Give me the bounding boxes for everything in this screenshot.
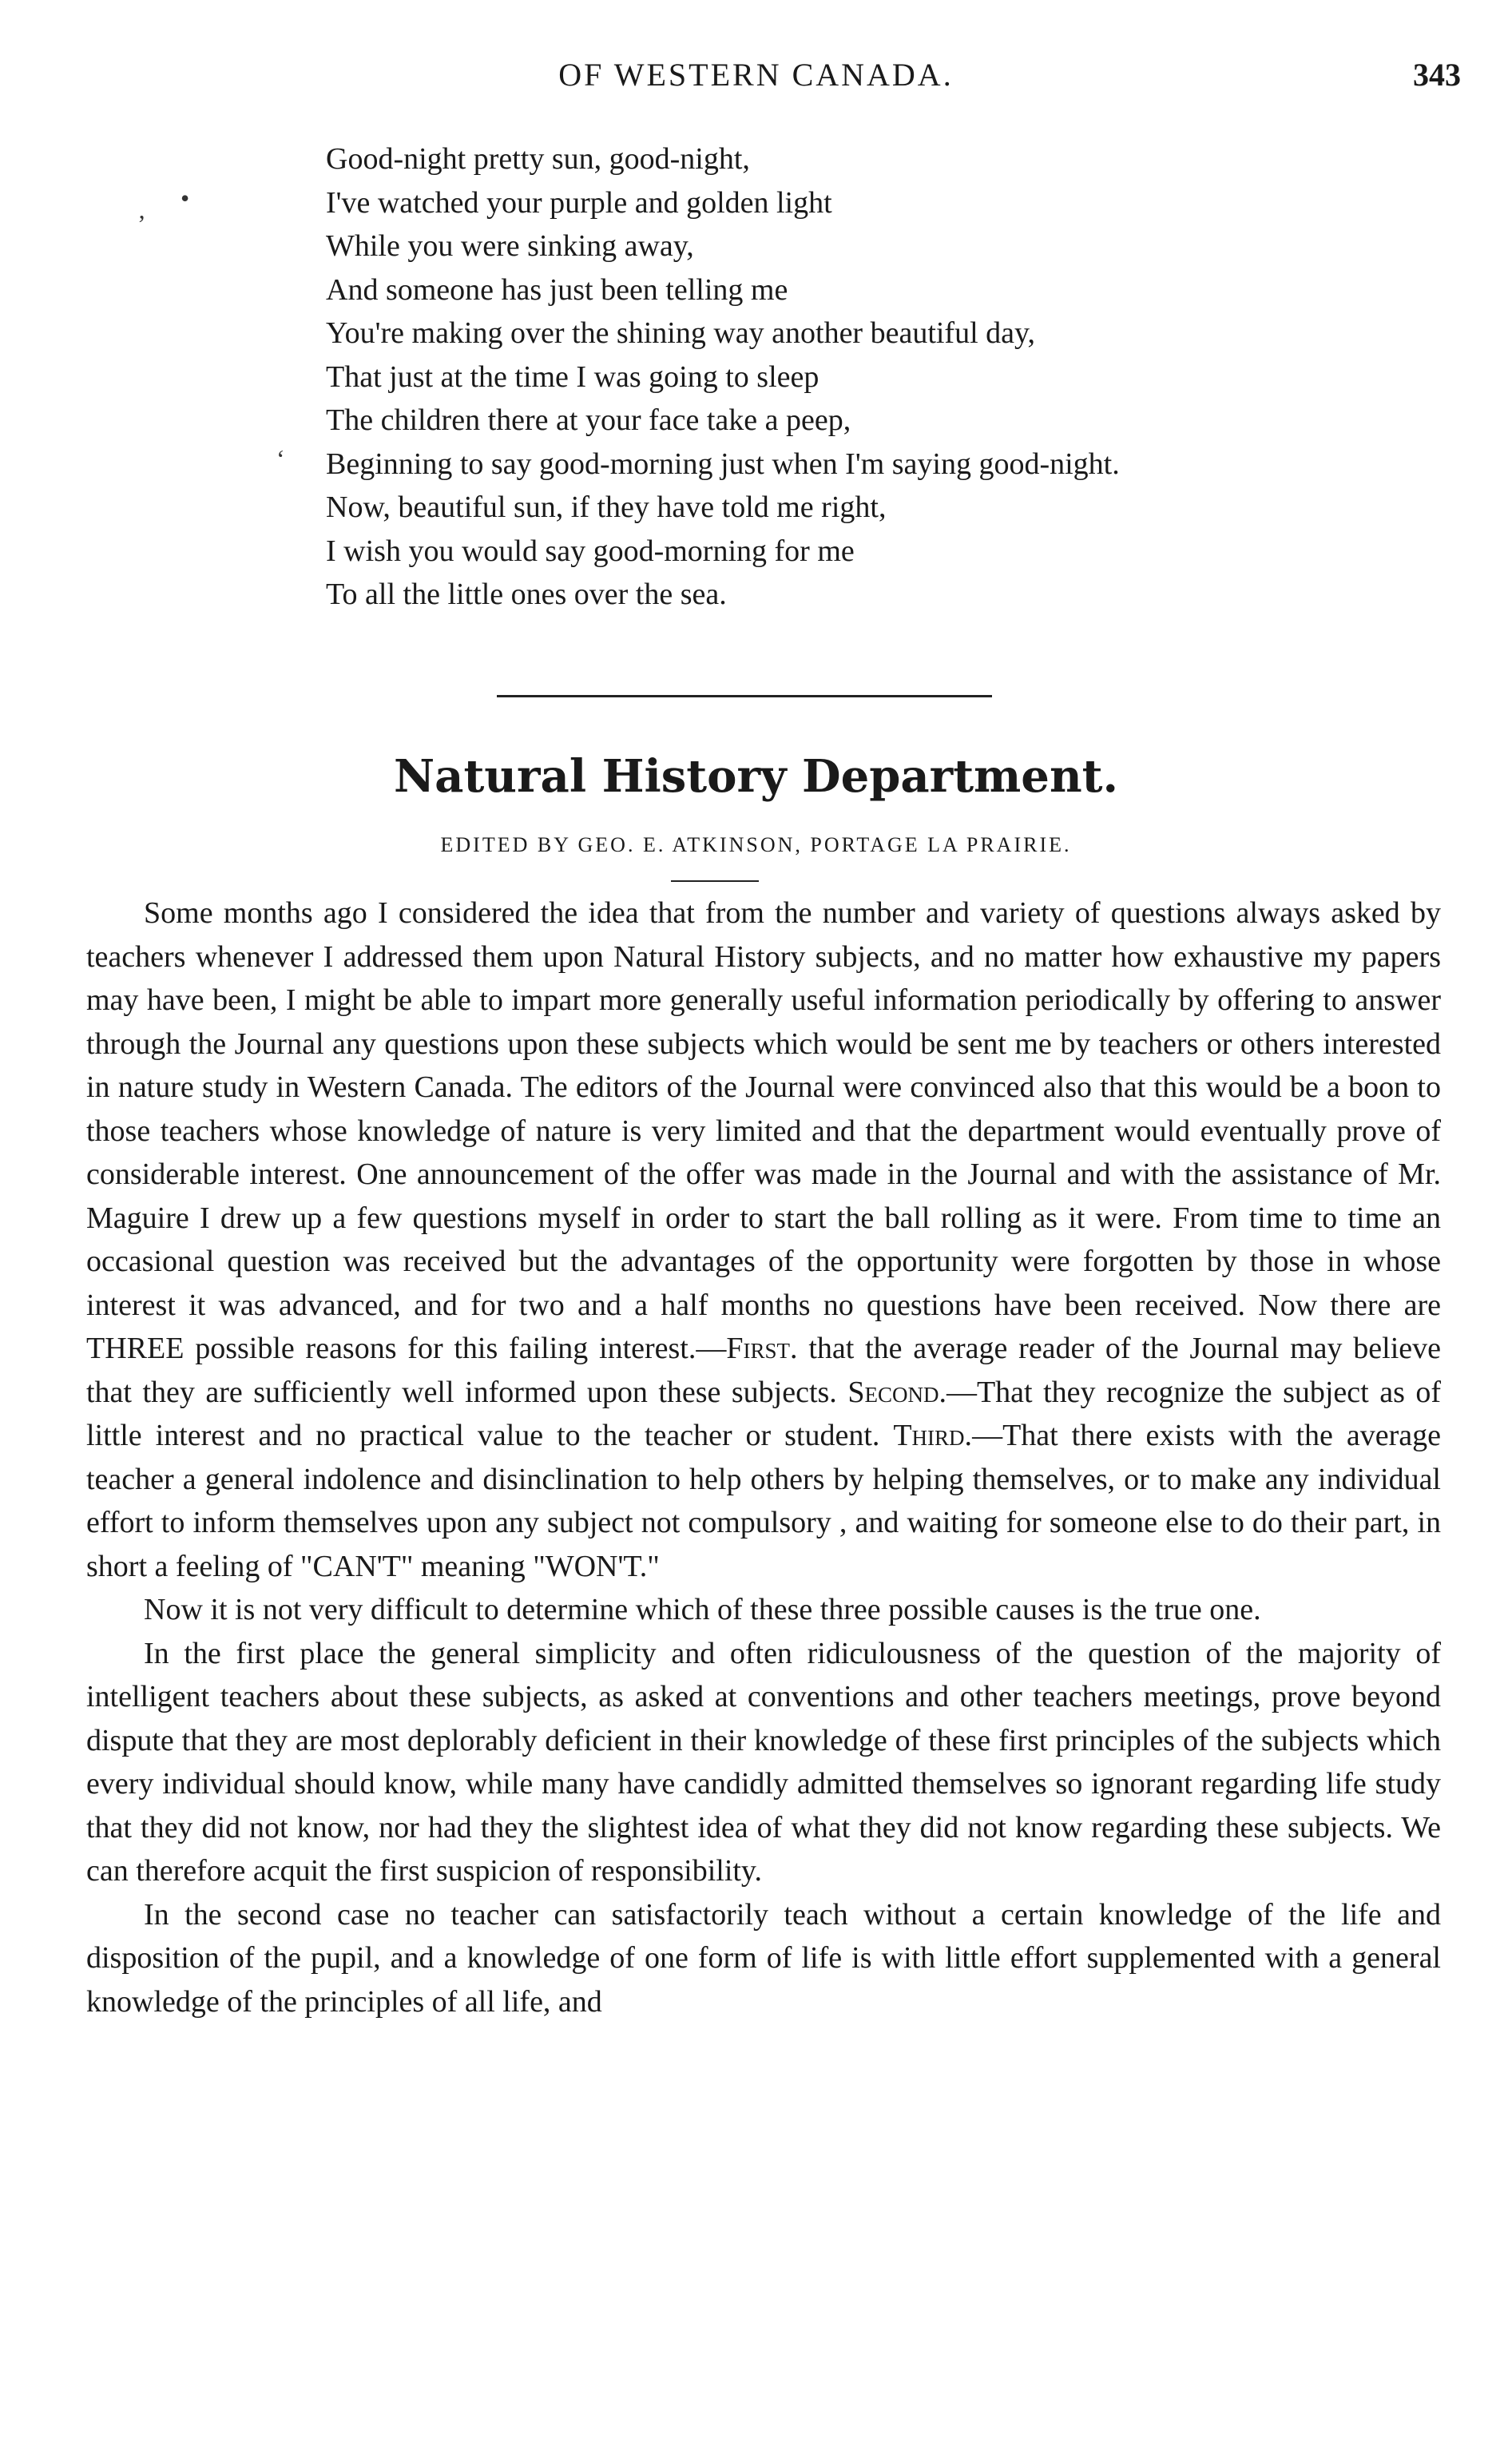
stray-mark: ’ [137,209,146,238]
poem-line: While you were sinking away, [326,229,694,263]
section-byline: EDITED BY GEO. E. ATKINSON, PORTAGE LA PRAIRIE. [440,833,1072,856]
article-body [86,891,1441,2023]
paragraph [86,891,1441,1588]
emphasis-text: Third. [893,1419,973,1452]
emphasis-text: First. [726,1332,798,1365]
poem-line: And someone has just been telling me [326,272,788,307]
paragraph-text: " [647,1549,660,1583]
section-title: Natural History Department. [393,750,1119,803]
poem-line: I've watched your purple and golden light [326,185,832,220]
paragraph-text: —That there exists with the average teacher a general indolence and disinclination to help others by helping themselves, or to make any individual effort to inform themselves upon any subject not compulsory , and waiting for someone else to do their part, in short a feeling of " [86,1419,1441,1583]
paragraph: In the first place the general simplicity and often ridiculousness of the question of the majority of intelligent teachers about these subjects, as asked at conventions and other teachers meetings, prove beyond dispute that they are most deplorably deficient in their knowledge of these first principles of the subjects which every individual should know, while many have candidly admitted themselves so ignorant regarding life study that they did not know, nor had they the slightest idea of what they did not know regarding these subjects. We can therefore acquit the first suspicion of responsibility. [86,1636,1441,1888]
section-divider [497,695,992,697]
byline-divider [671,880,759,882]
paragraph-text: " meaning " [400,1549,546,1583]
poem-line: Beginning to say good-morning just when I'm saying good-night. [326,447,1120,481]
emphasis-text: Second. [847,1375,946,1409]
poem-line: I wish you would say good-morning for me [326,534,855,568]
paragraph-text: —That they recognize the subject as of little interest and no practical value to the teacher or student. [86,1375,1442,1452]
running-header [0,51,1512,99]
emphasis-text: THREE [86,1332,185,1365]
emphasis-text: WON'T. [545,1549,648,1583]
poem [326,137,1460,617]
page-number: 343 [1413,57,1461,93]
paragraph-text: possible reasons for this failing interest.— [195,1332,727,1365]
poem-line: You're making over the shining way another beautiful day, [326,316,1036,350]
poem-line: The children there at your face take a peep, [326,403,851,437]
running-title: OF WESTERN CANADA. [558,57,954,93]
paragraph: In the second case no teacher can satisfactorily teach without a certain knowledge of the life and disposition of the pupil, and a knowledge of one form of life is with little effort supplemented with a general knowledge of the principles of all life, and [86,1897,1441,2019]
poem-line: That just at the time I was going to sleep [326,359,819,394]
poem-line: Good-night pretty sun, good-night, [326,142,750,176]
stray-mark: • [181,184,190,212]
paragraph-text: Some months ago I considered the idea that from the number and variety of questions always asked by teachers whenever I addressed them upon Natural History subjects, and no matter how exhaustive my papers may have been, I might be able to impart more generally useful information periodically by offering to answer through the Journal any questions upon these subjects which would be sent me by teachers or others interested in nature study in Western Canada. The editors of the Journal were convinced also that this would be a boon to those teachers whose knowledge of nature is very limited and that the department would eventually prove of considerable interest. One announcement of the offer was made in the Journal and with the assistance of Mr. Maguire I drew up a few questions myself in order to start the ball rolling as it were. From time to time an occasional question was received but the advantages of the opportunity were forgotten by those in whose interest it was advanced, and for two and a half months no questions have been received. Now there are [86,896,1441,1322]
paragraph: Now it is not very difficult to determine which of these three possible causes is the true one. [144,1593,1261,1626]
paragraph-text: that the average reader of the Journal may believe that they are sufficiently well informed upon these subjects. [86,1332,1442,1409]
poem-line: To all the little ones over the sea. [326,578,727,611]
emphasis-text: CAN'T [312,1549,401,1583]
poem-line: Now, beautiful sun, if they have told me right, [326,490,887,524]
stray-mark: ‘ [276,444,285,473]
